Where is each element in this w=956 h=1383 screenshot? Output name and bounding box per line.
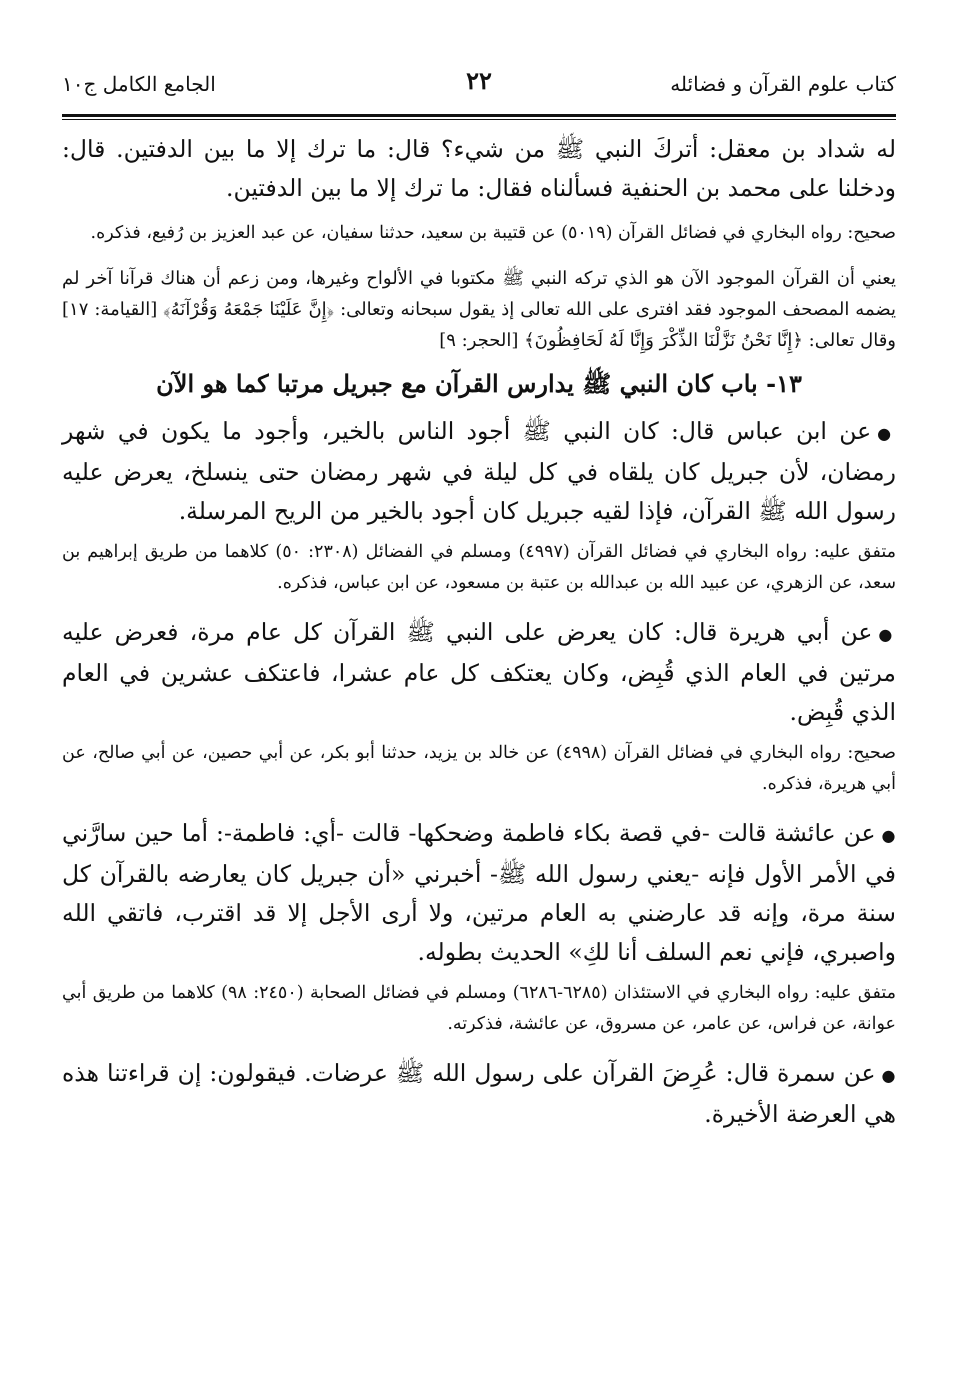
hadith-2-takhrij: صحيح: رواه البخاري في فضائل القرآن (٤٩٩٨) عن خالد بن يزيد، حدثنا أبو بكر، عن أبي حصين، عن أبي صالح، عن أبي هريرة، فذكره. — [62, 743, 896, 794]
header-rule-thin — [62, 119, 896, 120]
bullet-icon: ● — [878, 625, 897, 644]
page-header — [62, 64, 896, 110]
hadith-4-text: عن سمرة قال: عُرِضَ القرآن على رسول الله ﷺ عرضات. فيقولون: إن قراءتنا هذه هي العرضة الأخيرة. — [62, 1059, 896, 1128]
volume-label: الجامع الكامل ج١٠ — [62, 72, 216, 96]
hadith-3-takhrij: متفق عليه: رواه البخاري في الاستئذان (٦٢٨٥-٦٢٨٦) ومسلم في فضائل الصحابة (٢٤٥٠: ٩٨) كلاهما من طريق أبي عوانة، عن فراس، عن عامر، عن مسروق، عن عائشة، فذكرته. — [62, 983, 896, 1034]
hadith-2-text: عن أبي هريرة قال: كان يعرض على النبي ﷺ القرآن كل عام مرة، فعرض عليه مرتين في العام الذي قُبِض، وكان يعتكف كل عام عشرا، فاعتكف عشرين في العام الذي قُبِض. — [62, 618, 896, 726]
page-number: ٢٢ — [466, 66, 492, 95]
hadith-3-text: عن عائشة قالت -في قصة بكاء فاطمة وضحكها- قالت -أي: فاطمة-: أما حين سارَّني في الأمر الأول فإنه -يعني رسول الله ﷺ- أخبرني «أن جبريل كان يعارضه بالقرآن كل سنة مرة، وإنه قد عارضني به العام مرتين، ولا أرى الأجل إلا قد اقترب، فاتقي الله واصبري، فإني نعم السلف أنا لكِ» الحديث بطوله. — [62, 819, 896, 966]
hadith-2 — [62, 613, 896, 732]
continued-takhrij: صحيح: رواه البخاري في فضائل القرآن (٥٠١٩) عن قتيبة بن سعيد، حدثنا سفيان، عن عبد العزيز بن رُفيع، فذكره. — [90, 223, 896, 243]
book-title: كتاب علوم القرآن و فضائله — [670, 72, 896, 96]
hadith-1-text: عن ابن عباس قال: كان النبي ﷺ أجود الناس بالخير، وأجود ما يكون في شهر رمضان، لأن جبريل كان يلقاه في كل ليلة في شهر رمضان حتى ينسلخ، يعرض عليه رسول الله ﷺ القرآن، فإذا لقيه جبريل كان أجود بالخير من الريح المرسلة. — [62, 417, 896, 525]
bullet-icon: ● — [877, 424, 896, 443]
hadith-1 — [62, 412, 896, 531]
explanatory-note: يعني أن القرآن الموجود الآن هو الذي تركه النبي ﷺ مكتوبا في الألواح وغيرها، ومن زعم أن هناك قرآنا آخر لم يضمه المصحف الموجود فقد افترى على الله تعالى إذ يقول سبحانه وتعالى: ﴿إِنَّ عَلَيْنَا جَمْعَهُ وَقُرْآنَهُ﴾ [القيامة: ١٧] وقال تعالى: ﴿إِنَّا نَحْنُ نَزَّلْنَا الذِّكْرَ وَإِنَّا لَهُ لَحَافِظُونَ﴾ [الحجر: ٩] — [62, 268, 896, 351]
hadith-1-takhrij: متفق عليه: رواه البخاري في فضائل القرآن (٤٩٩٧) ومسلم في الفضائل (٢٣٠٨: ٥٠) كلاهما من طريق إبراهيم بن سعد، عن الزهري، عن عبيد الله بن عبدالله بن عتبة بن مسعود، عن ابن عباس، فذكره. — [62, 542, 896, 593]
bullet-icon: ● — [881, 1066, 896, 1085]
header-rule-thick — [62, 114, 896, 117]
continued-hadith-text: له شداد بن معقل: أتركَ النبي ﷺ من شيء؟ قال: ما ترك إلا ما بين الدفتين. قال: ودخلنا على محمد بن الحنفية فسألناه فقال: ما ترك إلا ما بين الدفتين. — [62, 135, 896, 202]
bullet-icon: ● — [881, 826, 896, 845]
hadith-4 — [62, 1054, 896, 1134]
section-heading: ١٣- باب كان النبي ﷺ يدارس القرآن مع جبريل مرتبا كما هو الآن — [156, 369, 802, 398]
hadith-3 — [62, 814, 896, 972]
